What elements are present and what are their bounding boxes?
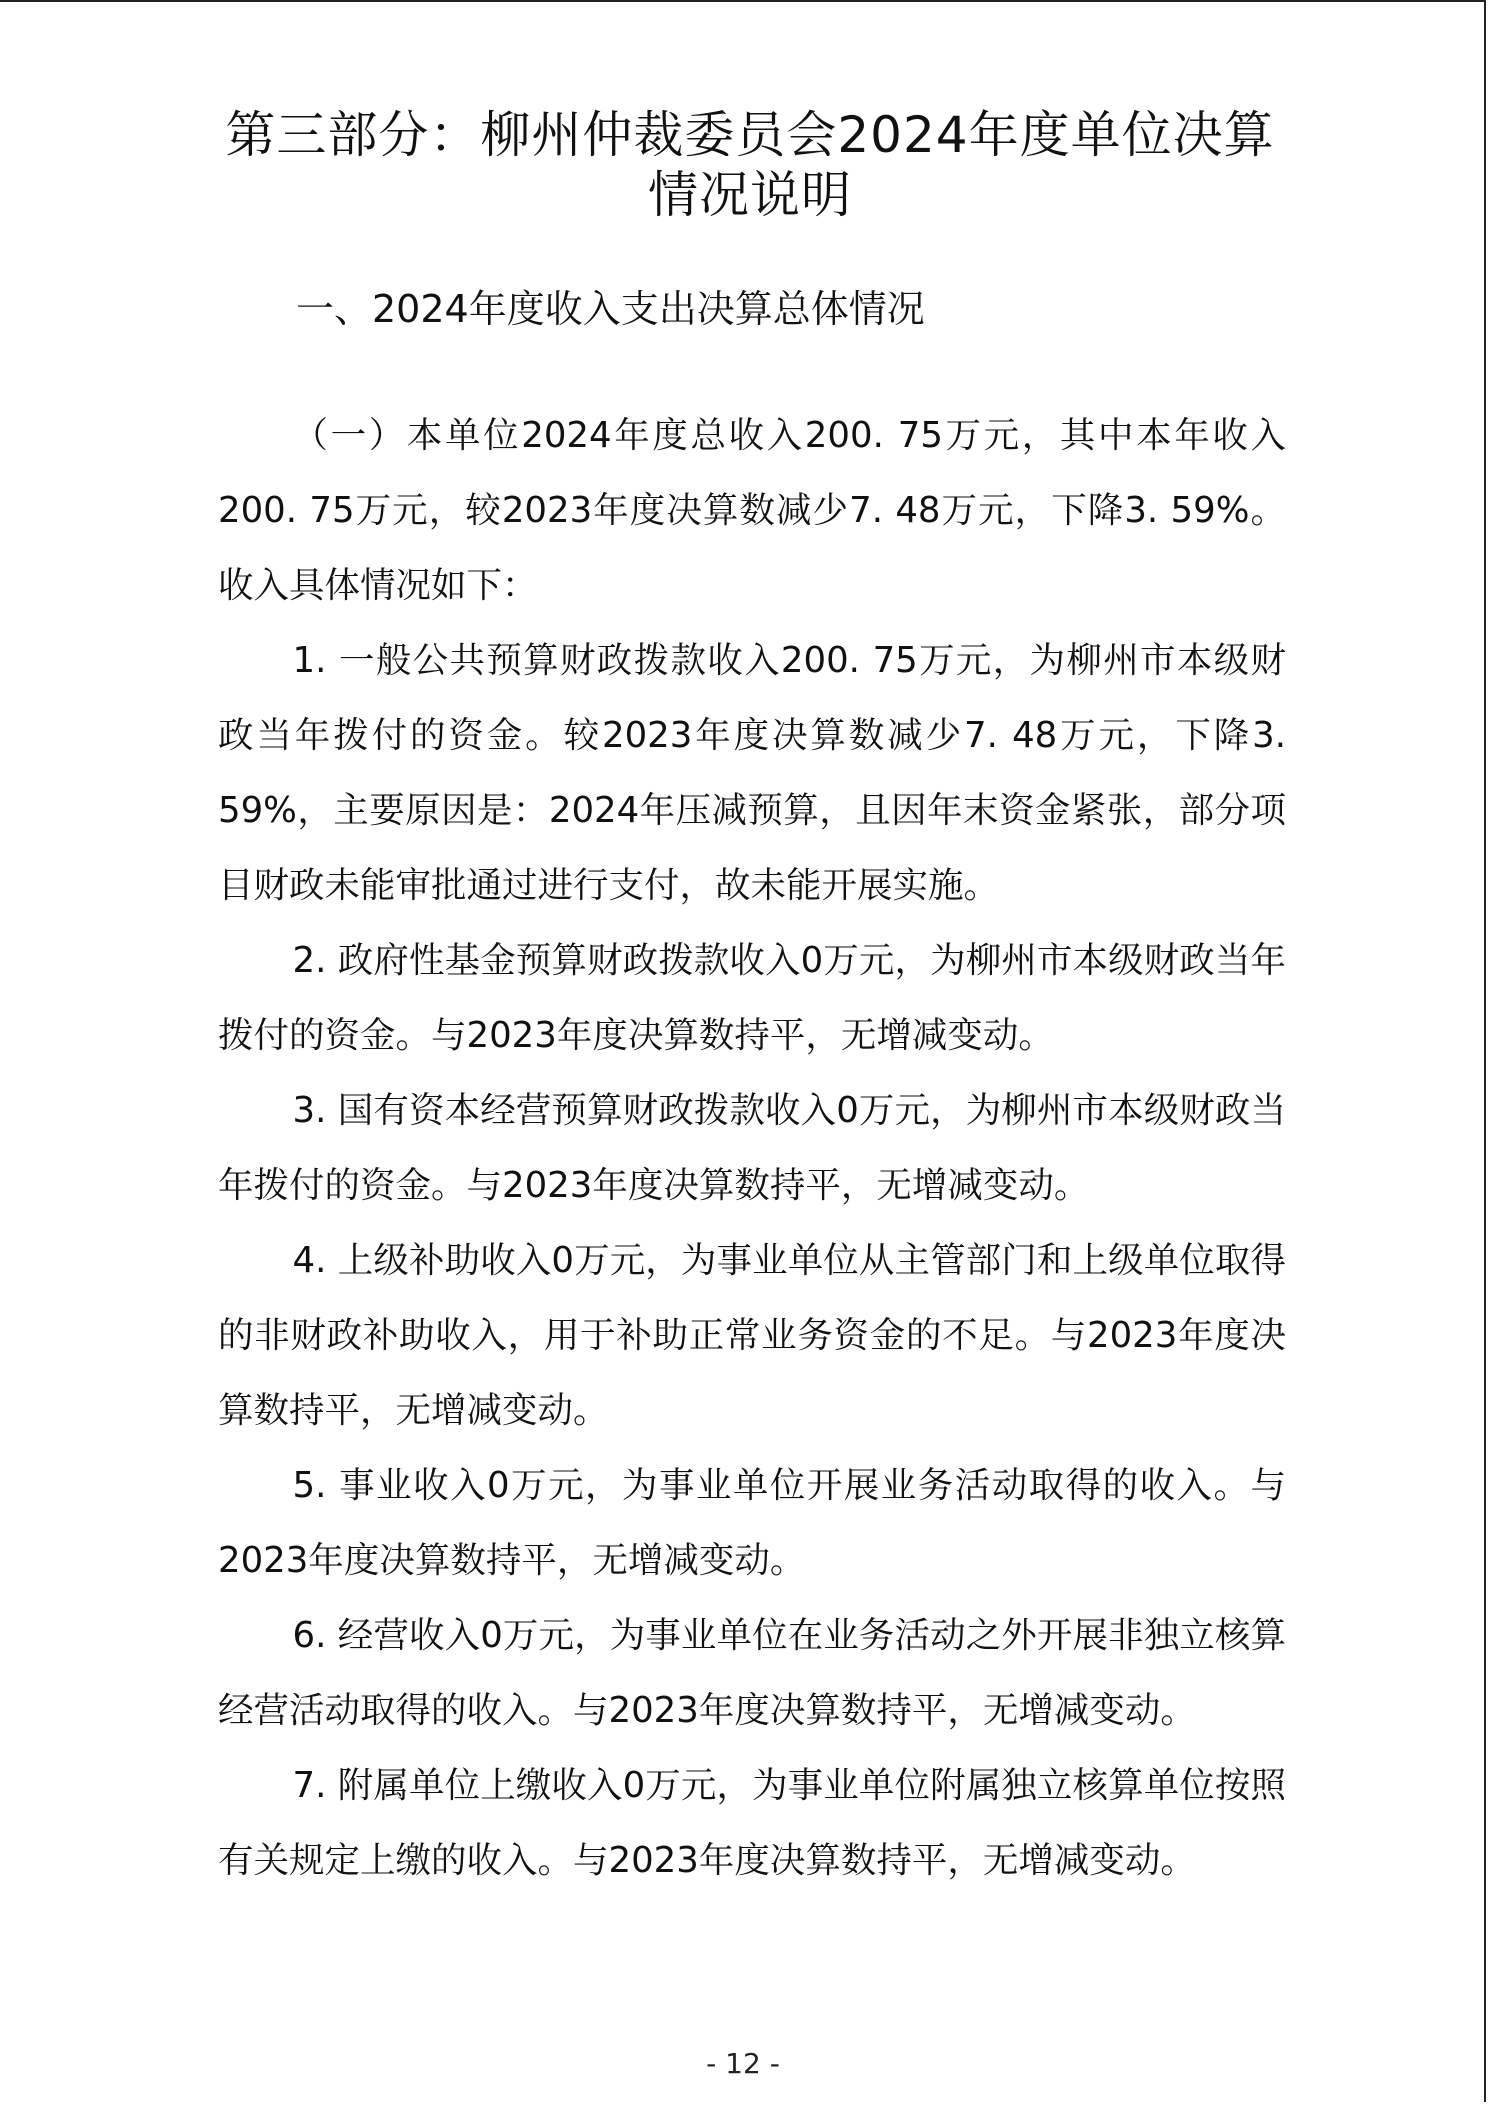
paragraph-business-income: 5. 事业收入0万元，为事业单位开展业务活动取得的收入。与2023年度决算数持平，无增减变动。 [218,1465,1286,1581]
document-title: 第三部分：柳州仲裁委员会2024年度单位决算情况说明 [225,106,1275,224]
section-heading: 一、2024年度收入支出决算总体情况 [296,287,925,331]
paragraph-income-summary: （一）本单位2024年度总收入200. 75万元，其中本年收入200. 75万元，较2023年度决算数减少7. 48万元，下降3. 59%。收入具体情况如下： [218,415,1286,606]
paragraph-state-capital: 3. 国有资本经营预算财政拨款收入0万元，为柳州市本级财政当年拨付的资金。与2023年度决算数持平，无增减变动。 [218,1090,1286,1206]
body-text [218,398,1286,1898]
paragraph-general-budget: 1. 一般公共预算财政拨款收入200. 75万元，为柳州市本级财政当年拨付的资金。较2023年度决算数减少7. 48万元，下降3. 59%，主要原因是：2024年压减预算，且因年末资金紧张，部分项目财政未能审批通过进行支付，故未能开展实施。 [218,640,1286,906]
page-number: - 12 - [706,2047,780,2080]
paragraph-operating-income: 6. 经营收入0万元，为事业单位在业务活动之外开展非独立核算经营活动取得的收入。与2023年度决算数持平，无增减变动。 [218,1615,1286,1731]
paragraph-affiliate-income: 7. 附属单位上缴收入0万元，为事业单位附属独立核算单位按照有关规定上缴的收入。与2023年度决算数持平，无增减变动。 [218,1765,1286,1881]
paragraph-superior-subsidy: 4. 上级补助收入0万元，为事业单位从主管部门和上级单位取得的非财政补助收入，用于补助正常业务资金的不足。与2023年度决算数持平，无增减变动。 [218,1240,1286,1431]
paragraph-government-fund: 2. 政府性基金预算财政拨款收入0万元，为柳州市本级财政当年拨付的资金。与2023年度决算数持平，无增减变动。 [218,940,1286,1056]
